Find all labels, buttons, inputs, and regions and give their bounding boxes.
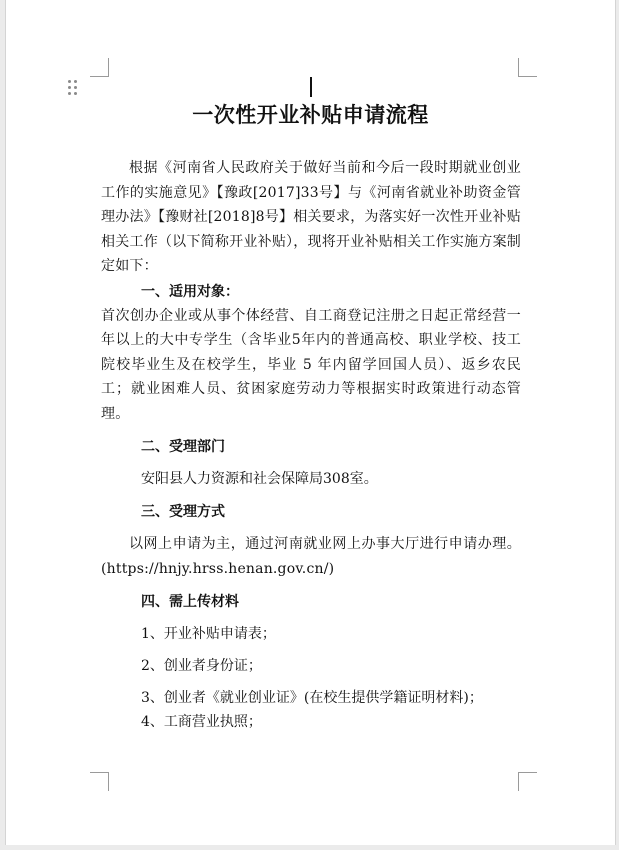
list-item[interactable]: 4、工商营业执照；	[141, 714, 262, 730]
margin-corner-top-right	[518, 58, 537, 77]
section-heading-method[interactable]: 三、受理方式	[141, 504, 225, 520]
document-page[interactable]	[5, 0, 616, 845]
margin-corner-bottom-right	[518, 772, 537, 791]
document-body[interactable]	[101, 156, 521, 734]
section-heading-department[interactable]: 二、受理部门	[141, 439, 225, 455]
drag-handle-icon[interactable]	[68, 80, 78, 96]
section-text-method[interactable]: 以网上申请为主，通过河南就业网上办事大厅进行申请办理。(https://hnjy.hrss.henan.gov.cn/)	[101, 536, 521, 577]
text-cursor-icon	[310, 77, 312, 97]
list-item[interactable]: 1、开业补贴申请表；	[141, 626, 276, 642]
list-item[interactable]: 2、创业者身份证；	[141, 658, 262, 674]
section-heading-materials[interactable]: 四、需上传材料	[141, 594, 239, 610]
document-title[interactable]: 一次性开业补贴申请流程	[192, 103, 429, 127]
section-text-applicable[interactable]: 首次创办企业或从事个体经营、自工商登记注册之日起正常经营一年以上的大中专学生（含毕业5年内的普通高校、职业学校、技工院校毕业生及在校学生，毕业 5 年内留学回国人员）、返乡农民工；就业困难人员、贫困家庭劳动力等根据实时政策进行动态管理。	[101, 307, 521, 422]
section-heading-applicable[interactable]: 一、适用对象：	[141, 283, 239, 300]
list-item[interactable]: 3、创业者《就业创业证》(在校生提供学籍证明材料)；	[141, 690, 483, 706]
margin-corner-top-left	[90, 58, 109, 77]
margin-corner-bottom-left	[90, 772, 109, 791]
section-text-department[interactable]: 安阳县人力资源和社会保障局308室。	[141, 471, 378, 487]
intro-paragraph[interactable]: 根据《河南省人民政府关于做好当前和今后一段时期就业创业工作的实施意见》【豫政[2017]33号】与《河南省就业补助资金管理办法》【豫财社[2018]8号】相关要求，为落实好一次性开业补贴相关工作（以下简称开业补贴），现将开业补贴相关工作实施方案制定如下：	[101, 160, 521, 274]
